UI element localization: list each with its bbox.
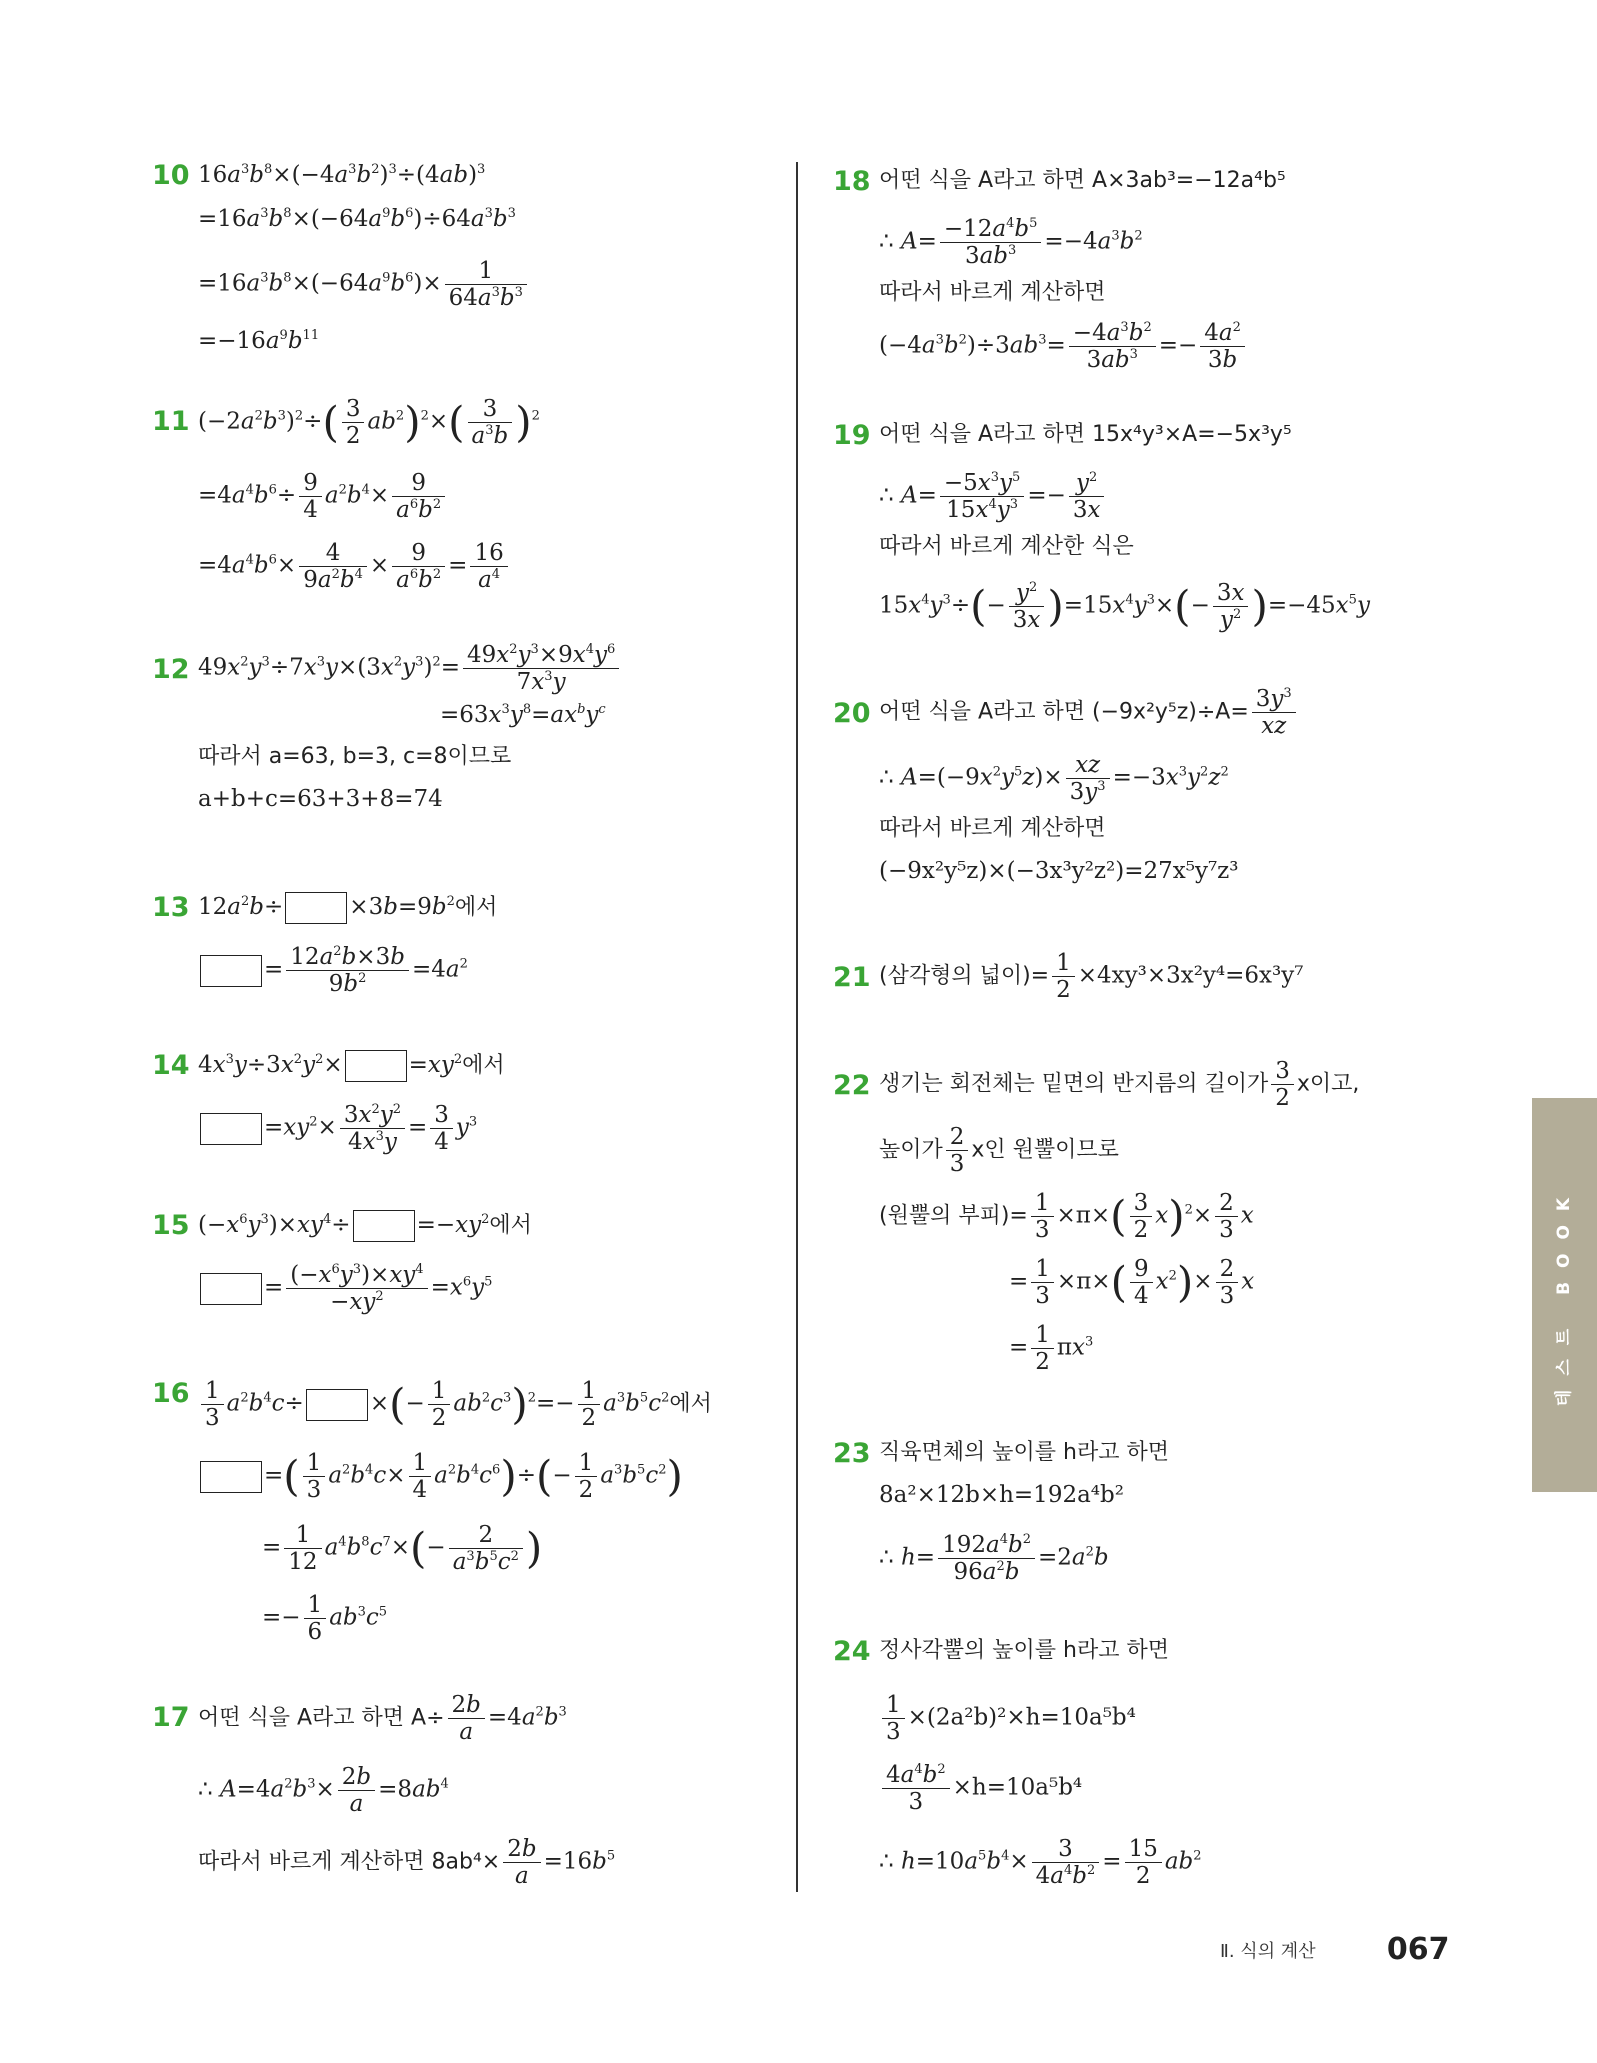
equation-line: $=4a^4b^6\div$ $\frac{9}{4}$ $a^2b^4\times$ $\frac{9}{a^6b^2}$	[198, 470, 448, 523]
equation-line: ∴ $A=(-9x^2y^5z)\times$ $\frac{xz}{3y^3}$ $=-3x^3y^2z^2$	[879, 752, 1229, 805]
equation-line: $\frac{1}{3}$ $a^2b^4c\div$ ×(− $\frac{1}{2}$ $ab^2c^3)^2=-$ $\frac{1}{2}$ $a^3b^5c^2$에서	[198, 1378, 712, 1431]
equation-line: 높이가 $\frac{2}{3}$ x인 원뿔이므로	[879, 1124, 1119, 1177]
equation-line: 정사각뿔의 높이를 h라고 하면	[879, 1638, 1169, 1663]
equation-line: 직육면체의 높이를 h라고 하면	[879, 1440, 1169, 1465]
equation-line: $=xy^2\times$ $\frac{3x^2y^2}{4x^3y}$ = $\frac{3}{4}$ $y^3$	[198, 1102, 477, 1155]
problem-number: 17	[152, 1702, 190, 1733]
equation-line: $(-x^6y^3)\times xy^4\div =-xy^2$에서	[198, 1210, 532, 1242]
blank-box	[200, 1273, 262, 1305]
equation-line: $=4a^4b^6\times$ $\frac{4}{9a^2b^4}$ × $\frac{9}{a^6b^2}$ = $\frac{16}{a^4}$	[198, 540, 511, 593]
problem-number: 24	[833, 1636, 871, 1667]
equation-line: (삼각형의 넓이)= $\frac{1}{2}$ ×4xy³×3x²y⁴=6x³y⁷	[879, 950, 1304, 1003]
column-divider	[796, 162, 798, 1892]
problem-number: 15	[152, 1210, 190, 1241]
problem-number: 12	[152, 654, 190, 685]
equation-line: 따라서 바르게 계산하면	[879, 816, 1106, 841]
blank-box	[306, 1389, 368, 1421]
equation-line: 따라서 바르게 계산한 식은	[879, 534, 1134, 559]
equation-line: 어떤 식을 A라고 하면 15x⁴y³×A=−5x³y⁵	[879, 422, 1292, 447]
equation-line: = $\frac{12a^2b\times 3b}{9b^2}$ $=4a^2$	[198, 944, 468, 997]
equation-line: 생기는 회전체는 밑면의 반지름의 길이가 $\frac{3}{2}$ x이고,	[879, 1058, 1360, 1111]
blank-box	[200, 955, 262, 987]
equation-line: = $\frac{1}{2}$ $\pi x^3$	[1009, 1322, 1094, 1375]
equation-line: $=-16a^9b^{11}$	[198, 328, 320, 354]
equation-line: $15x^4y^3\div(-$ $\frac{y^2}{3x}$ )$=15x^4y^3\times(-$ $\frac{3x}{y^2}$ )$=-45x^5y$	[879, 580, 1370, 633]
blank-box	[285, 892, 347, 924]
equation-line: (−9x²y⁵z)×(−3x³y²z²)=27x⁵y⁷z³	[879, 858, 1239, 884]
equation-line: 따라서 바르게 계산하면	[879, 280, 1106, 305]
page-footer	[1220, 1932, 1450, 1967]
equation-line: $(-2a^2b^3)^2\div$( $\frac{3}{2}$ $ab^2)^2\times$( $\frac{3}{a^3b}$ )$^2$	[198, 396, 540, 449]
equation-line: 어떤 식을 A라고 하면 A×3ab³=−12a⁴b⁵	[879, 168, 1286, 193]
equation-line: ∴ A= $\frac{-12a^4b^5}{3ab^3}$ $=-4a^3b^2$	[879, 216, 1143, 269]
chapter-label: Ⅱ. 식의 계산	[1220, 1940, 1316, 1962]
equation-line: $=16a^3b^8\times(-64a^9b^6)\times$ $\frac{1}{64a^3b^3}$	[198, 258, 530, 311]
problem-number: 10	[152, 160, 190, 191]
page-number: 067	[1386, 1932, 1450, 1967]
equation-line: = $\frac{1}{3}$ ×π×( $\frac{9}{4}$ $x^2)\times$ $\frac{2}{3}$ x	[1009, 1256, 1255, 1309]
equation-line: 따라서 a=63, b=3, c=8이므로	[198, 744, 512, 769]
equation-line: $\frac{4a^4b^2}{3}$ ×h=10a⁵b⁴	[879, 1762, 1082, 1815]
blank-box	[345, 1050, 407, 1082]
equation-line: $(-4a^3b^2)\div 3ab^3=$ $\frac{-4a^3b^2}{3ab^3}$ =− $\frac{4a^2}{3b}$	[879, 320, 1248, 373]
problem-number: 13	[152, 892, 190, 923]
equation-line: ∴ $h=10a^5b^4\times$ $\frac{3}{4a^4b^2}$ = $\frac{15}{2}$ $ab^2$	[879, 1836, 1202, 1889]
equation-line: =( $\frac{1}{3}$ $a^2b^4c\times$ $\frac{1}{4}$ $a^2b^4c^6)\div(-$ $\frac{1}{2}$ $a^3b^5c^2$)	[198, 1450, 683, 1503]
problem-number: 19	[833, 420, 871, 451]
equation-line: = $\frac{1}{12}$ $a^4b^8c^7\times(-$ $\frac{2}{a^3b^5c^2}$ )	[262, 1522, 543, 1575]
problem-number: 14	[152, 1050, 190, 1081]
equation-line: $=63x^3y^8=ax^by^c$	[440, 702, 606, 728]
equation-line: ∴ $A=4a^2b^3\times$ $\frac{2b}{a}$ $=8ab^4$	[198, 1764, 449, 1817]
equation-line: $\frac{1}{3}$ ×(2a²b)²×h=10a⁵b⁴	[879, 1692, 1136, 1745]
equation-line: 8a²×12b×h=192a⁴b²	[879, 1482, 1124, 1508]
equation-line: ∴ A= $\frac{-5x^3y^5}{15x^4y^3}$ =− $\frac{y^2}{3x}$	[879, 470, 1107, 523]
side-tab	[1532, 1098, 1597, 1492]
equation-line: 어떤 식을 A라고 하면 A÷ $\frac{2b}{a}$ $=4a^2b^3$	[198, 1692, 567, 1745]
equation-line: = $\frac{(-x^6y^3)\times xy^4}{-xy^2}$ $=x^6y^5$	[198, 1262, 492, 1315]
equation-line: 따라서 바르게 계산하면 8ab⁴× $\frac{2b}{a}$ $=16b^5$	[198, 1836, 616, 1889]
problem-number: 18	[833, 166, 871, 197]
equation-line: 어떤 식을 A라고 하면 (−9x²y⁵z)÷A= $\frac{3y^3}{xz}$	[879, 686, 1299, 739]
equation-line: ∴ h= $\frac{192a^4b^2}{96a^2b}$ $=2a^2b$	[879, 1532, 1109, 1585]
blank-box	[200, 1113, 262, 1145]
equation-line: (원뿔의 부피)= $\frac{1}{3}$ ×π×( $\frac{3}{2}$ x)$^2$× $\frac{2}{3}$ x	[879, 1190, 1254, 1243]
problem-number: 16	[152, 1378, 190, 1409]
equation-line: $=16a^3b^8\times(-64a^9b^6)\div 64a^3b^3$	[198, 206, 516, 232]
problem-number: 21	[833, 962, 871, 993]
problem-number: 11	[152, 406, 190, 437]
problem-number: 20	[833, 698, 871, 729]
blank-box	[200, 1461, 262, 1493]
equation-line: =− $\frac{1}{6}$ $ab^3c^5$	[262, 1592, 388, 1645]
problem-number: 23	[833, 1438, 871, 1469]
equation-line: $12a^2b\div \times 3b=9b^2$에서	[198, 892, 497, 924]
equation-line: $49x^2y^3\div 7x^3y\times(3x^2y^3)^2=$ $\frac{49x^2y^3\times 9x^4y^6}{7x^3y}$	[198, 642, 622, 695]
problem-number: 22	[833, 1070, 871, 1101]
equation-line: a+b+c=63+3+8=74	[198, 786, 443, 812]
side-tab-label: 테스트 BOOK	[1554, 1183, 1574, 1407]
blank-box	[353, 1210, 415, 1242]
equation-line: $4x^3y\div 3x^2y^2\times =xy^2$에서	[198, 1050, 505, 1082]
equation-line: $16a^3b^8\times(-4a^3b^2)^3\div(4ab)^3$	[198, 162, 486, 188]
